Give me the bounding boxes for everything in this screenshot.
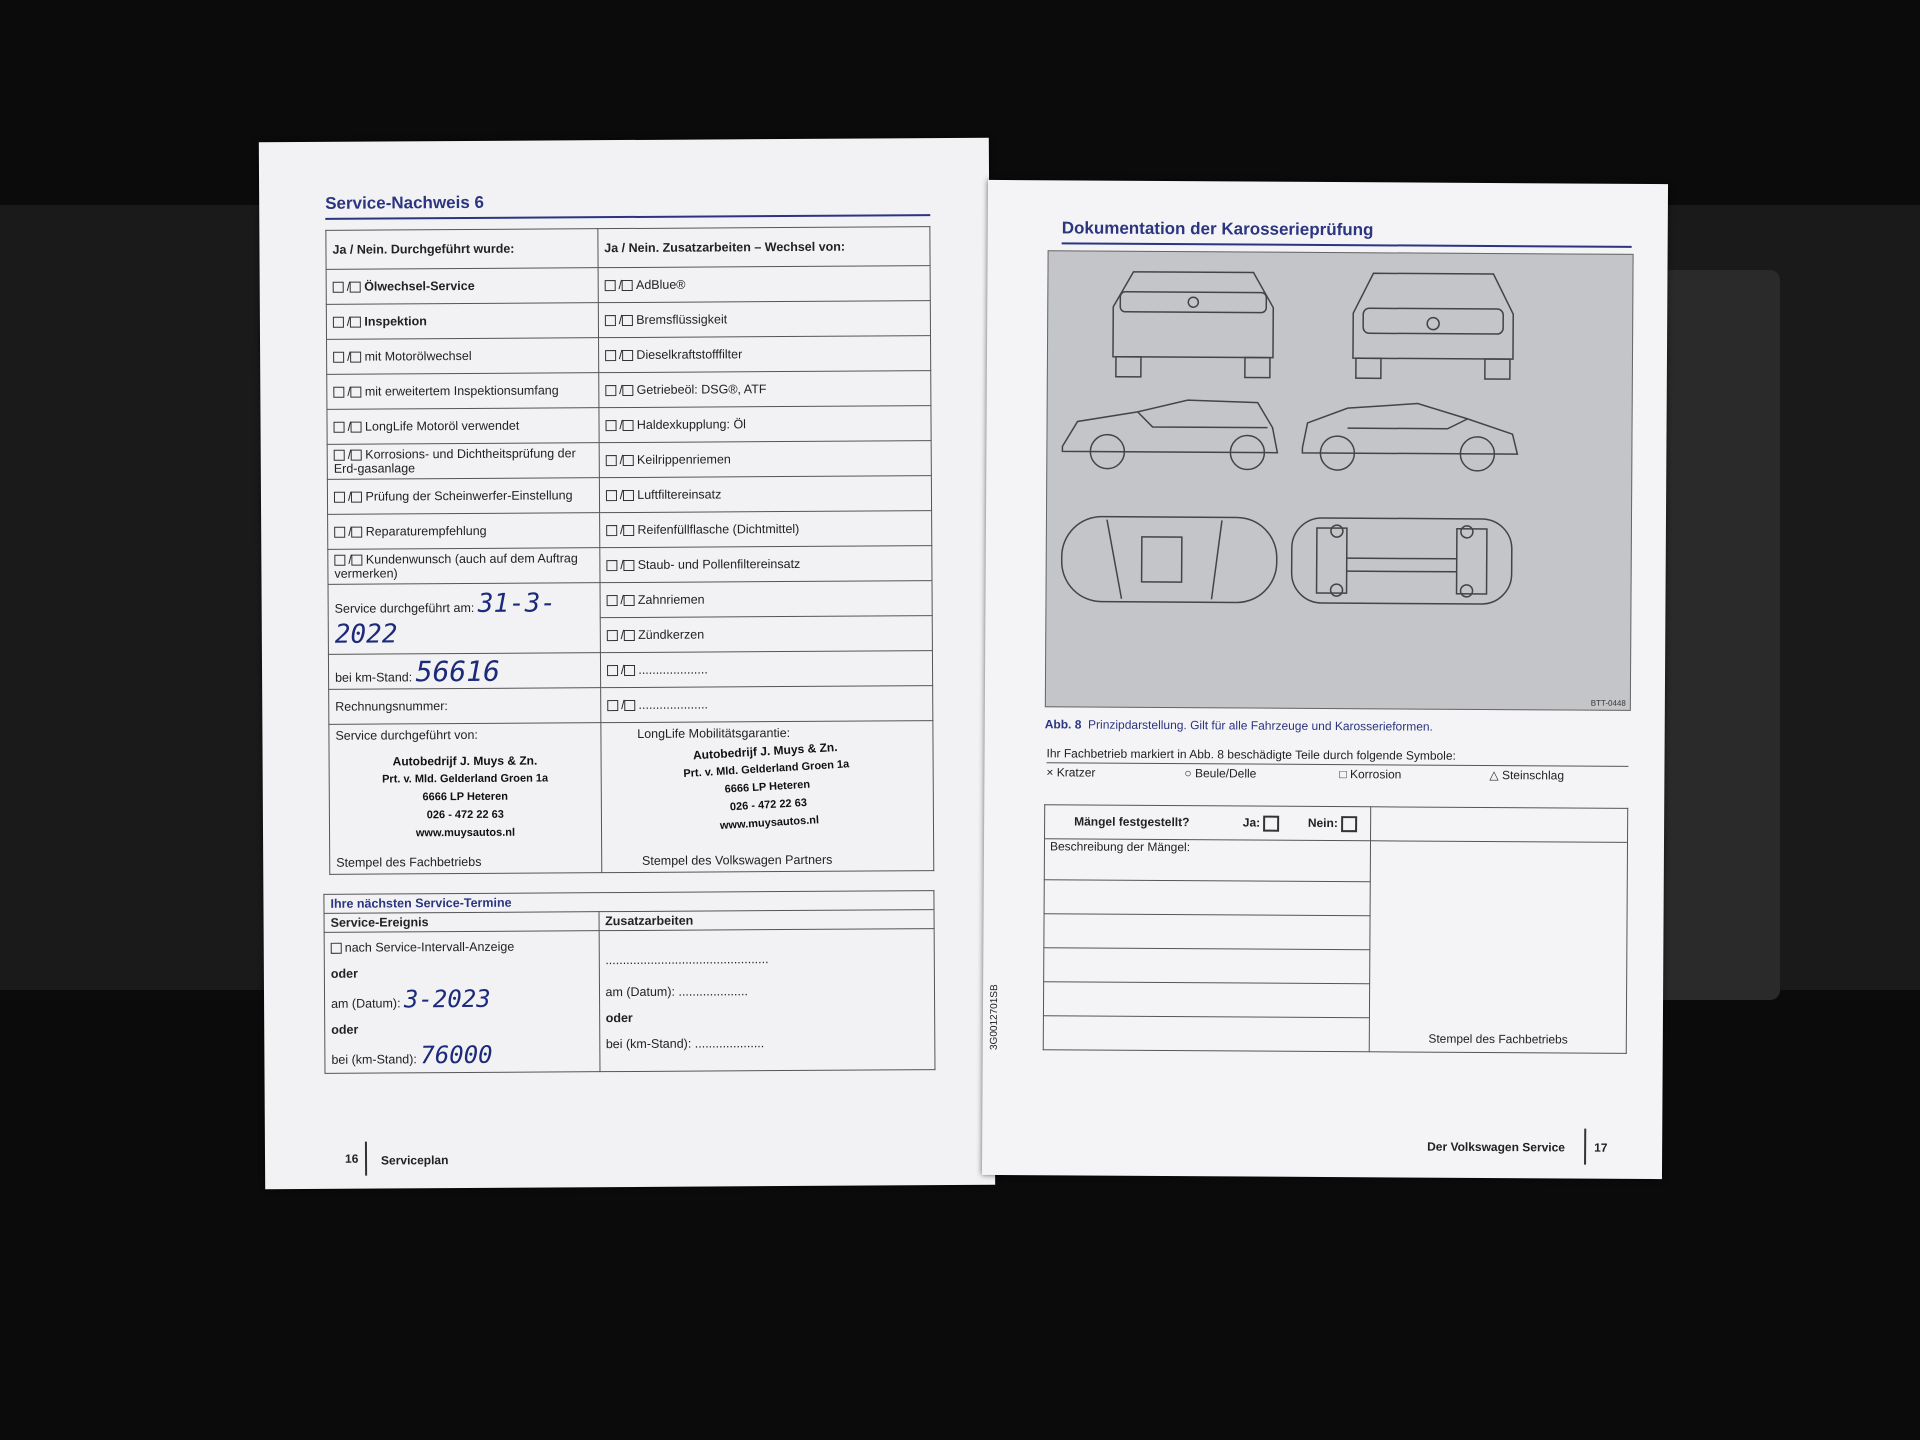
dealer-stamp-left: Autobedrijf J. Muys & Zn. Prt. v. Mld. Gelderland Groen 1a 6666 LP Heteren 026 - 472 22 63 www.muysautos.nl xyxy=(382,753,549,840)
checkbox-icon[interactable] xyxy=(334,492,345,503)
figure-caption: Abb. 8 Prinzipdarstellung. Gilt für alle Fahrzeuge und Karosserieformen. xyxy=(1044,717,1433,734)
checkbox-icon[interactable] xyxy=(333,282,344,293)
figure-code: BTT-0448 xyxy=(1590,698,1626,708)
side-code: 3G0012701SB xyxy=(988,984,1001,1051)
checkbox-icon[interactable] xyxy=(351,492,362,503)
checkbox-icon[interactable] xyxy=(604,280,615,291)
defects-question: Mängel festgestellt? Ja: Nein: xyxy=(1045,805,1372,841)
next-col2-header: Zusatzarbeiten xyxy=(599,910,935,931)
checkbox-icon[interactable] xyxy=(607,630,618,641)
checkbox-icon[interactable] xyxy=(333,387,344,398)
page-title: Service-Nachweis 6 xyxy=(325,192,485,213)
checkbox-icon[interactable] xyxy=(605,315,616,326)
checkbox-icon[interactable] xyxy=(622,350,633,361)
checkbox-icon[interactable] xyxy=(607,700,618,711)
col1-item-5: / Korrosions- und Dichtheitsprüfung der Erd-gasanlage xyxy=(327,443,599,480)
service-date-cell: Service durchgeführt am: 31-3-2022 xyxy=(328,583,600,655)
checkbox-icon[interactable] xyxy=(351,387,362,398)
next-col1-header: Service-Ereignis xyxy=(324,912,599,933)
right-page xyxy=(982,180,1668,1179)
col2-item-4: / Haldexkupplung: Öl xyxy=(599,406,931,443)
stamp-cell-left: Service durchgeführt von: Autobedrijf J. Muys & Zn. Prt. v. Mld. Gelderland Groen 1a 6666 LP Heteren 026 - 472 22 63 www.muysautos.nl Stempel des Fachbetriebs xyxy=(329,723,602,875)
checkbox-icon[interactable] xyxy=(605,420,616,431)
checkbox-icon[interactable] xyxy=(623,385,634,396)
checkbox-icon[interactable] xyxy=(624,560,635,571)
defects-stamp-cell: Stempel des Fachbetriebs xyxy=(1370,841,1628,1054)
car-side-right xyxy=(1302,403,1517,471)
left-page xyxy=(259,138,995,1189)
next-events-cell: nach Service-Intervall-Anzeige oder am (Datum): 3-2023 oder bei (km-Stand): 76000 xyxy=(324,931,599,1074)
col2-item-0: / AdBlue® xyxy=(598,266,930,303)
checkbox-icon[interactable] xyxy=(351,450,362,461)
page-number: 17 xyxy=(1594,1140,1608,1155)
symbols-rule xyxy=(1046,762,1628,767)
symbol-corrosion: □ Korrosion xyxy=(1339,767,1402,782)
page-footer: Serviceplan xyxy=(380,1153,449,1168)
checkbox-icon[interactable] xyxy=(607,665,618,676)
checkbox-icon[interactable] xyxy=(623,490,634,501)
car-rear-view xyxy=(1113,272,1274,378)
car-side-left xyxy=(1062,399,1277,469)
km-cell: bei km-Stand: 56616 xyxy=(328,653,600,690)
checkbox-icon[interactable] xyxy=(622,315,633,326)
col2-item-9: / Zahnriemen xyxy=(600,581,932,618)
checkbox-icon[interactable] xyxy=(350,317,361,328)
symbols-intro: Ihr Fachbetrieb markiert in Abb. 8 beschädigte Teile durch folgende Symbole: xyxy=(1046,746,1456,763)
symbol-dent: ○ Beule/Delle xyxy=(1184,766,1257,781)
col1-item-7: / Reparaturempfehlung xyxy=(328,513,600,550)
defects-header-blank xyxy=(1371,807,1628,843)
checkbox-icon[interactable] xyxy=(334,527,345,538)
checkbox-icon[interactable] xyxy=(352,555,363,566)
page-title: Dokumentation der Karosserieprüfung xyxy=(1061,218,1374,240)
checkbox-icon[interactable] xyxy=(624,665,635,676)
checkbox-icon[interactable] xyxy=(334,422,345,433)
col2-item-12: / .................... xyxy=(600,686,932,723)
checkbox-icon[interactable] xyxy=(623,525,634,536)
col2-header: Ja / Nein. Zusatzarbeiten – Wechsel von: xyxy=(598,227,930,268)
dealer-stamp-right: Autobedrijf J. Muys & Zn. Prt. v. Mld. Gelderland Groen 1a 6666 LP Heteren 026 - 472 22 63 www.muysautos.nl xyxy=(682,739,850,832)
col1-item-4: / LongLife Motoröl verwendet xyxy=(327,408,599,445)
col1-item-1: / Inspektion xyxy=(326,303,598,340)
page-footer: Der Volkswagen Service xyxy=(1427,1139,1566,1155)
checkbox-icon[interactable] xyxy=(605,385,616,396)
col1-item-8: / Kundenwunsch (auch auf dem Auftrag vermerken) xyxy=(328,548,600,585)
title-rule xyxy=(1062,242,1632,247)
next-extra-cell: ............................................... am (Datum): .................... oder bei (km-Stand): .................... xyxy=(599,929,935,1072)
checkbox-icon[interactable] xyxy=(606,595,617,606)
defects-line[interactable] xyxy=(1043,1016,1370,1052)
next-service-table xyxy=(323,890,935,1074)
next-service-title: Ihre nächsten Service-Termine xyxy=(324,891,934,914)
car-front-view xyxy=(1353,273,1514,379)
checkbox-icon[interactable] xyxy=(333,352,344,363)
checkbox-icon[interactable] xyxy=(625,700,636,711)
defects-description-label: Beschreibung der Mängel: xyxy=(1044,839,1371,882)
checkbox-icon[interactable] xyxy=(334,555,345,566)
handwritten-next-date: 3-2023 xyxy=(403,984,491,1014)
checkbox-icon[interactable] xyxy=(606,490,617,501)
col1-header: Ja / Nein. Durchgeführt wurde: xyxy=(326,229,598,270)
background-object xyxy=(1650,270,1780,1000)
footer-divider xyxy=(365,1142,367,1176)
car-diagram xyxy=(1045,250,1634,711)
service-table xyxy=(325,226,934,875)
col2-item-8: / Staub- und Pollenfiltereinsatz xyxy=(600,546,932,583)
defects-line[interactable] xyxy=(1043,982,1370,1018)
checkbox-icon[interactable] xyxy=(351,352,362,363)
col2-item-6: / Luftfiltereinsatz xyxy=(599,476,931,513)
checkbox-icon[interactable] xyxy=(624,630,635,641)
checkbox-icon[interactable] xyxy=(351,422,362,433)
checkbox-icon[interactable] xyxy=(605,350,616,361)
col2-item-11: / .................... xyxy=(600,651,932,688)
car-top-view xyxy=(1061,516,1277,602)
page-number: 16 xyxy=(344,1151,359,1166)
car-underbody-view xyxy=(1291,518,1512,604)
stamp-cell-right: LongLife Mobilitätsgarantie: Autobedrijf J. Muys & Zn. Prt. v. Mld. Gelderland Groen 1a 6666 LP Heteren 026 - 472 22 63 www.muysautos.nl Stempel des Volkswagen Partners xyxy=(601,721,934,873)
col2-item-5: / Keilrippenriemen xyxy=(599,441,931,478)
nein-checkbox-icon[interactable] xyxy=(1341,816,1357,832)
col1-item-0: / Ölwechsel-Service xyxy=(326,268,598,305)
col2-item-2: / Dieselkraftstofffilter xyxy=(598,336,930,373)
defects-line[interactable] xyxy=(1044,914,1371,950)
title-rule xyxy=(325,214,930,220)
col1-item-2: / mit Motorölwechsel xyxy=(327,338,599,375)
checkbox-icon[interactable] xyxy=(623,420,634,431)
ja-checkbox-icon[interactable] xyxy=(1263,815,1279,831)
col1-item-6: / Prüfung der Scheinwerfer-Einstellung xyxy=(327,478,599,515)
checkbox-icon[interactable] xyxy=(334,450,345,461)
col2-item-10: / Zündkerzen xyxy=(600,616,932,653)
handwritten-date: 31-3-2022 xyxy=(334,587,557,650)
col2-item-1: / Bremsflüssigkeit xyxy=(598,301,930,338)
invoice-cell: Rechnungsnummer: xyxy=(329,688,601,725)
checkbox-icon[interactable] xyxy=(606,525,617,536)
footer-divider xyxy=(1584,1129,1586,1165)
checkbox-icon[interactable] xyxy=(350,282,361,293)
checkbox-icon[interactable] xyxy=(624,595,635,606)
defects-table xyxy=(1043,804,1628,1054)
checkbox-icon[interactable] xyxy=(606,455,617,466)
col2-item-7: / Reifenfüllflasche (Dichtmittel) xyxy=(599,511,931,548)
checkbox-icon[interactable] xyxy=(623,455,634,466)
checkbox-icon[interactable] xyxy=(333,317,344,328)
defects-line[interactable] xyxy=(1044,880,1371,916)
col2-item-3: / Getriebeöl: DSG®, ATF xyxy=(599,371,931,408)
checkbox-icon[interactable] xyxy=(352,527,363,538)
checkbox-icon[interactable] xyxy=(606,560,617,571)
handwritten-km: 56616 xyxy=(415,654,501,688)
car-outlines xyxy=(1046,251,1633,710)
checkbox-icon[interactable] xyxy=(331,943,342,954)
symbol-scratch: × Kratzer xyxy=(1046,765,1096,780)
col1-item-3: / mit erweitertem Inspektionsumfang xyxy=(327,373,599,410)
defects-line[interactable] xyxy=(1044,948,1371,984)
checkbox-icon[interactable] xyxy=(622,280,633,291)
symbol-stonechip: △ Steinschlag xyxy=(1489,768,1565,783)
handwritten-next-km: 76000 xyxy=(420,1040,493,1070)
